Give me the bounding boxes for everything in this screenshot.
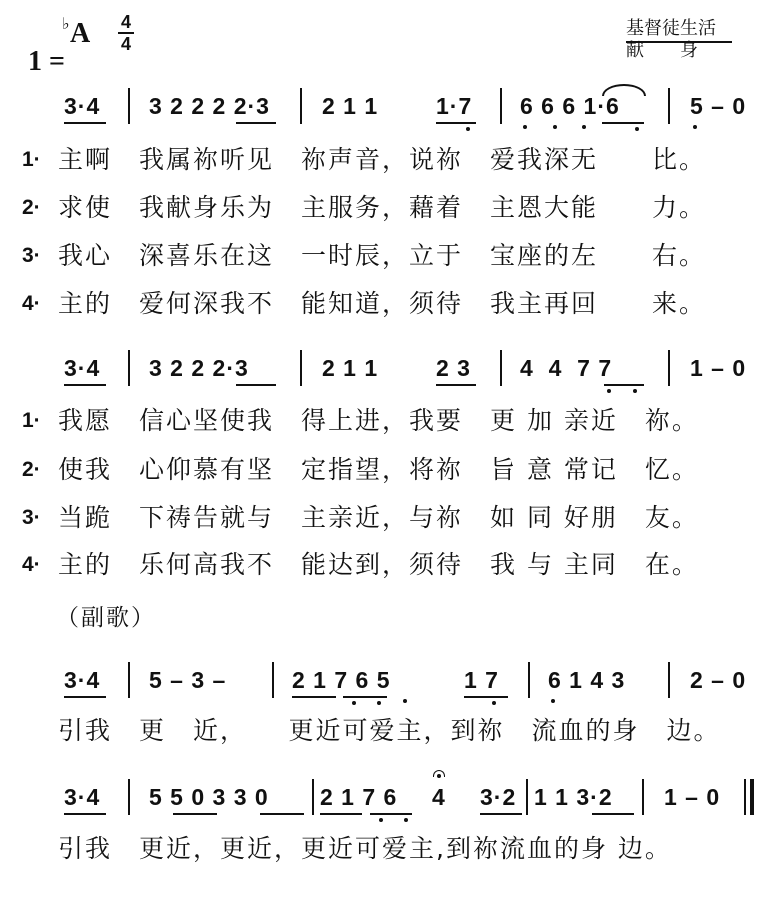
low-octave-dot bbox=[404, 818, 408, 822]
barline bbox=[500, 350, 502, 386]
measure-notes: 6 1 4 3 bbox=[548, 667, 626, 693]
barline bbox=[128, 350, 130, 386]
song-category: 基督徒生活 bbox=[626, 18, 716, 39]
verse-lyric: 使我 心仰慕有坚 定指望，将祢 旨 意 常记 忆。 bbox=[58, 455, 699, 484]
verse-number: 2· bbox=[22, 458, 41, 481]
measure-notes: 2 1 1 bbox=[322, 355, 379, 381]
barline bbox=[300, 350, 302, 386]
measure-notes: 2 3 bbox=[436, 355, 471, 381]
measure-notes: 5 – 3 – bbox=[149, 667, 227, 693]
verse-number: 2· bbox=[22, 196, 41, 219]
eighth-underline bbox=[592, 813, 634, 815]
barline bbox=[500, 88, 502, 124]
pickup-notes: 3·4 bbox=[64, 93, 101, 119]
low-octave-dot bbox=[379, 818, 383, 822]
measure-notes: 2 – 0 bbox=[690, 667, 747, 693]
barline bbox=[642, 779, 644, 815]
measure-notes: 1·7 bbox=[436, 93, 473, 119]
pickup-notes: 3·4 bbox=[64, 667, 101, 693]
barline bbox=[668, 662, 670, 698]
eighth-underline bbox=[236, 384, 276, 386]
verse-number: 3· bbox=[22, 244, 41, 267]
eighth-underline bbox=[436, 122, 476, 124]
eighth-underline bbox=[370, 813, 412, 815]
measure-notes: 4 4 7 7 bbox=[520, 355, 613, 381]
key-prefix: 1 = bbox=[28, 46, 65, 77]
measure-notes: 2 1 7 6 bbox=[320, 784, 398, 810]
eighth-underline bbox=[604, 384, 644, 386]
eighth-underline bbox=[64, 696, 106, 698]
low-octave-dot bbox=[635, 127, 639, 131]
verse-lyric: 我愿 信心坚使我 得上进，我要 更 加 亲近 祢。 bbox=[58, 406, 699, 435]
eighth-underline bbox=[464, 696, 508, 698]
measure-notes: 1 – 0 bbox=[664, 784, 721, 810]
eighth-underline bbox=[343, 696, 387, 698]
low-octave-dot bbox=[523, 125, 527, 129]
measure-notes: 3·2 bbox=[480, 784, 517, 810]
fermata-dot bbox=[437, 774, 441, 778]
chorus-label: （副歌） bbox=[56, 605, 156, 631]
key-signature bbox=[14, 20, 65, 76]
barline bbox=[128, 779, 130, 815]
barline bbox=[668, 350, 670, 386]
measure-notes: 2 1 7 6 5 bbox=[292, 667, 391, 693]
chorus-lyric-1: 引我 更 近， 更近可爱主，到祢 流血的身 边。 bbox=[58, 716, 721, 745]
barline bbox=[526, 779, 528, 815]
eighth-underline bbox=[436, 384, 476, 386]
pickup-notes: 3·4 bbox=[64, 355, 101, 381]
eighth-underline bbox=[64, 813, 106, 815]
eighth-underline bbox=[602, 122, 644, 124]
song-theme: 献 身 bbox=[626, 40, 698, 61]
barline bbox=[312, 779, 314, 815]
eighth-underline bbox=[64, 122, 106, 124]
measure-notes: 3 2 2 2 2·3 bbox=[149, 93, 270, 119]
low-octave-dot bbox=[492, 701, 496, 705]
verse-lyric: 主的 爱何深我不 能知道，须待 我主再回 来。 bbox=[58, 289, 707, 318]
barline bbox=[272, 662, 274, 698]
final-barline-thick bbox=[750, 779, 754, 815]
measure-notes: 2 1 1 bbox=[322, 93, 379, 119]
eighth-underline bbox=[64, 384, 106, 386]
measure-notes: 6 6 6 1·6 bbox=[520, 93, 620, 119]
verse-number: 4· bbox=[22, 553, 41, 576]
eighth-underline bbox=[236, 122, 276, 124]
time-signature-bottom: 4 bbox=[120, 34, 131, 54]
measure-notes: 1 – 0 bbox=[690, 355, 747, 381]
chorus-lyric-2: 引我 更近，更近，更近可爱主,到祢流血的身 边。 bbox=[58, 834, 672, 863]
eighth-underline bbox=[173, 813, 217, 815]
time-signature-top: 4 bbox=[120, 12, 131, 32]
barline bbox=[128, 88, 130, 124]
low-octave-dot bbox=[693, 125, 697, 129]
barline bbox=[528, 662, 530, 698]
measure-notes: 5 – 0 bbox=[690, 93, 747, 119]
tie-arc bbox=[602, 84, 646, 96]
low-octave-dot bbox=[633, 389, 637, 393]
measure-notes: 1 1 3·2 bbox=[534, 784, 613, 810]
eighth-underline bbox=[480, 813, 522, 815]
verse-number: 4· bbox=[22, 292, 41, 315]
low-octave-dot bbox=[551, 699, 555, 703]
verse-lyric: 我心 深喜乐在这 一时辰，立于 宝座的左 右。 bbox=[58, 241, 707, 270]
barline bbox=[668, 88, 670, 124]
low-octave-dot bbox=[377, 701, 381, 705]
low-octave-dot bbox=[352, 701, 356, 705]
eighth-underline bbox=[260, 813, 304, 815]
verse-lyric: 主啊 我属祢听见 祢声音，说祢 爱我深无 比。 bbox=[58, 145, 707, 174]
verse-lyric: 主的 乐何高我不 能达到，须待 我 与 主同 在。 bbox=[58, 550, 699, 579]
flat-sign: ♭ bbox=[62, 14, 70, 33]
fermata-note: 4 bbox=[432, 784, 446, 810]
measure-notes: 5 5 0 3 3 0 bbox=[149, 784, 269, 810]
low-octave-dot bbox=[582, 125, 586, 129]
eighth-underline bbox=[320, 813, 362, 815]
final-barline-thin bbox=[744, 779, 746, 815]
measure-notes: 3 2 2 2·3 bbox=[149, 355, 249, 381]
verse-number: 1· bbox=[22, 148, 41, 171]
key-note: A bbox=[70, 18, 91, 49]
verse-lyric: 当跪 下祷告就与 主亲近，与祢 如 同 好朋 友。 bbox=[58, 503, 699, 532]
low-octave-dot bbox=[466, 127, 470, 131]
measure-notes: 1 7 bbox=[464, 667, 499, 693]
barline bbox=[300, 88, 302, 124]
eighth-underline bbox=[292, 696, 336, 698]
verse-number: 3· bbox=[22, 506, 41, 529]
barline bbox=[128, 662, 130, 698]
verse-number: 1· bbox=[22, 409, 41, 432]
verse-lyric: 求使 我献身乐为 主服务，藉着 主恩大能 力。 bbox=[58, 193, 707, 222]
low-octave-dot bbox=[607, 389, 611, 393]
pickup-notes: 3·4 bbox=[64, 784, 101, 810]
low-octave-dot bbox=[553, 125, 557, 129]
low-octave-dot bbox=[403, 699, 407, 703]
